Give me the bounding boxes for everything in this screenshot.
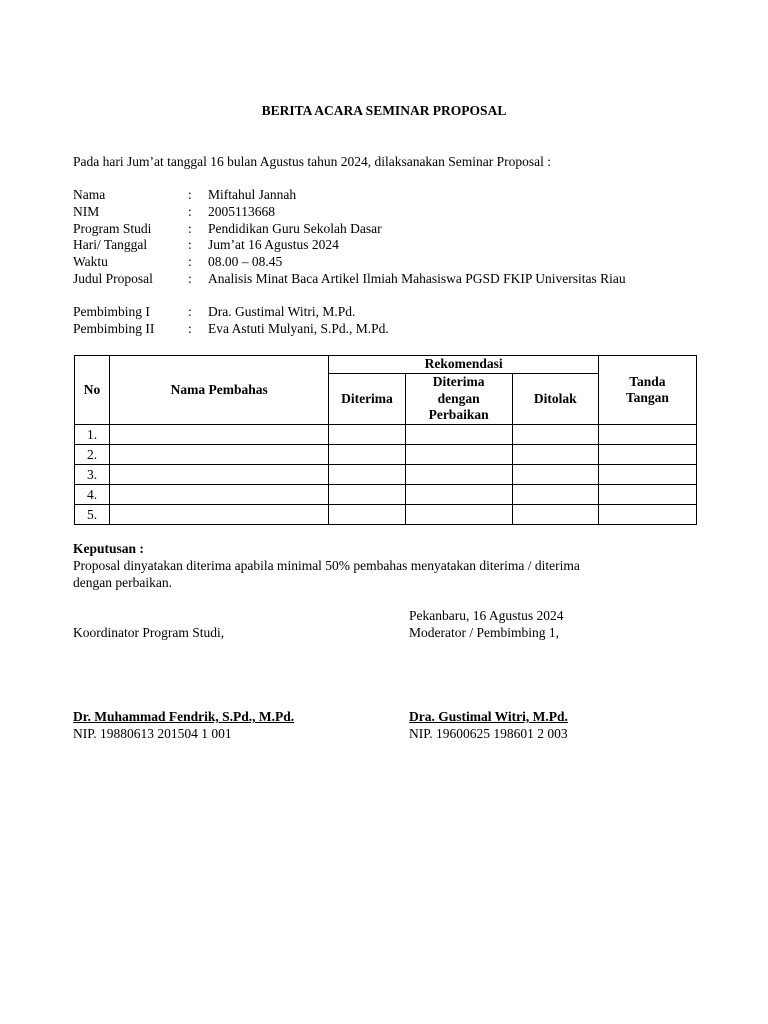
moderator-role: Moderator / Pembimbing 1, xyxy=(409,625,559,640)
cell-diterima xyxy=(329,485,405,505)
keputusan-heading: Keputusan : xyxy=(73,541,144,556)
col-header-ditolak: Ditolak xyxy=(512,374,598,425)
info-value: Miftahul Jannah xyxy=(208,187,297,202)
row-number: 5. xyxy=(75,505,110,525)
col-header-nama-pembahas: Nama Pembahas xyxy=(110,356,329,425)
info-colon: : xyxy=(188,187,192,202)
table-row xyxy=(75,425,697,445)
row-number: 1. xyxy=(75,425,110,445)
cell-diterima-perbaikan xyxy=(405,425,512,445)
pembimbing-value: Eva Astuti Mulyani, S.Pd., M.Pd. xyxy=(208,320,389,336)
table-row xyxy=(75,445,697,465)
keputusan-text-line: Proposal dinyatakan diterima apabila minimal 50% pembahas menyatakan diterima / diterima xyxy=(73,558,580,573)
header-line: Diterima xyxy=(432,374,485,390)
info-value: Jum’at 16 Agustus 2024 xyxy=(208,237,339,253)
document-title: BERITA ACARA SEMINAR PROPOSAL xyxy=(261,103,507,118)
row-number: 2. xyxy=(75,445,110,465)
col-header-diterima-dengan-perbaikan xyxy=(405,374,512,425)
table-row xyxy=(75,465,697,485)
keputusan-text-line: dengan perbaikan. xyxy=(73,575,172,590)
pembimbing-value: Dra. Gustimal Witri, M.Pd. xyxy=(208,304,356,319)
right-signature-role xyxy=(409,607,564,641)
info-colon: : xyxy=(188,237,192,253)
tanda-line: Tanda xyxy=(629,373,666,389)
info-label: Nama xyxy=(73,187,106,202)
info-label: NIM xyxy=(73,203,100,219)
pembimbing-label: Pembimbing II xyxy=(73,320,155,336)
row-number: 3. xyxy=(75,465,110,485)
keputusan-section xyxy=(73,540,673,591)
cell-tanda-tangan xyxy=(598,445,696,465)
pembimbing-label: Pembimbing I xyxy=(73,304,150,319)
cell-tanda-tangan xyxy=(598,465,696,485)
row-number: 4. xyxy=(75,485,110,505)
table-row xyxy=(75,505,697,525)
place-date: Pekanbaru, 16 Agustus 2024 xyxy=(409,608,564,623)
cell-diterima xyxy=(329,445,405,465)
info-value: 08.00 – 08.45 xyxy=(208,254,283,270)
cell-diterima xyxy=(329,465,405,485)
info-colon: : xyxy=(188,270,192,286)
cell-ditolak xyxy=(512,485,598,505)
cell-nama xyxy=(110,485,329,505)
info-colon: : xyxy=(188,304,192,319)
info-value: 2005113668 xyxy=(208,203,275,219)
cell-diterima-perbaikan xyxy=(405,445,512,465)
info-colon: : xyxy=(188,254,192,270)
left-signatory xyxy=(73,708,294,742)
info-label: Waktu xyxy=(73,254,108,270)
cell-ditolak xyxy=(512,445,598,465)
left-signature-role xyxy=(73,624,224,641)
cell-diterima-perbaikan xyxy=(405,465,512,485)
cell-diterima-perbaikan xyxy=(405,505,512,525)
koordinator-nip: NIP. 19880613 201504 1 001 xyxy=(73,726,232,741)
info-label: Program Studi xyxy=(73,220,152,236)
moderator-name: Dra. Gustimal Witri, M.Pd. xyxy=(409,709,568,724)
koordinator-name: Dr. Muhammad Fendrik, S.Pd., M.Pd. xyxy=(73,709,295,724)
cell-diterima-perbaikan xyxy=(405,485,512,505)
header-line: dengan xyxy=(437,390,480,406)
info-value: Analisis Minat Baca Artikel Ilmiah Mahasiswa PGSD FKIP Universitas Riau xyxy=(208,270,626,286)
info-label: Judul Proposal xyxy=(73,270,153,286)
cell-diterima xyxy=(329,425,405,445)
tangan-line: Tangan xyxy=(625,390,669,405)
cell-tanda-tangan xyxy=(598,485,696,505)
cell-ditolak xyxy=(512,505,598,525)
cell-diterima xyxy=(329,505,405,525)
right-signatory xyxy=(409,708,568,742)
cell-tanda-tangan xyxy=(598,425,696,445)
moderator-nip: NIP. 19600625 198601 2 003 xyxy=(409,726,568,741)
koordinator-role: Koordinator Program Studi, xyxy=(73,625,225,640)
col-header-tanda-tangan xyxy=(598,356,696,425)
table-row xyxy=(75,485,697,505)
cell-nama xyxy=(110,505,329,525)
cell-nama xyxy=(110,445,329,465)
col-header-diterima: Diterima xyxy=(329,374,405,425)
pembahas-table xyxy=(74,355,697,525)
intro-paragraph: Pada hari Jum’at tanggal 16 bulan Agustus tahun 2024, dilaksanakan Seminar Proposal : xyxy=(73,154,552,169)
cell-tanda-tangan xyxy=(598,505,696,525)
cell-ditolak xyxy=(512,425,598,445)
cell-nama xyxy=(110,465,329,485)
cell-nama xyxy=(110,425,329,445)
info-label: Hari/ Tanggal xyxy=(73,237,148,253)
info-colon: : xyxy=(188,203,192,219)
col-header-no: No xyxy=(75,356,110,425)
info-colon: : xyxy=(188,220,192,236)
header-line: Perbaikan xyxy=(428,407,489,423)
info-value: Pendidikan Guru Sekolah Dasar xyxy=(208,220,382,236)
cell-ditolak xyxy=(512,465,598,485)
col-header-rekomendasi: Rekomendasi xyxy=(329,356,598,374)
info-colon: : xyxy=(188,320,192,336)
